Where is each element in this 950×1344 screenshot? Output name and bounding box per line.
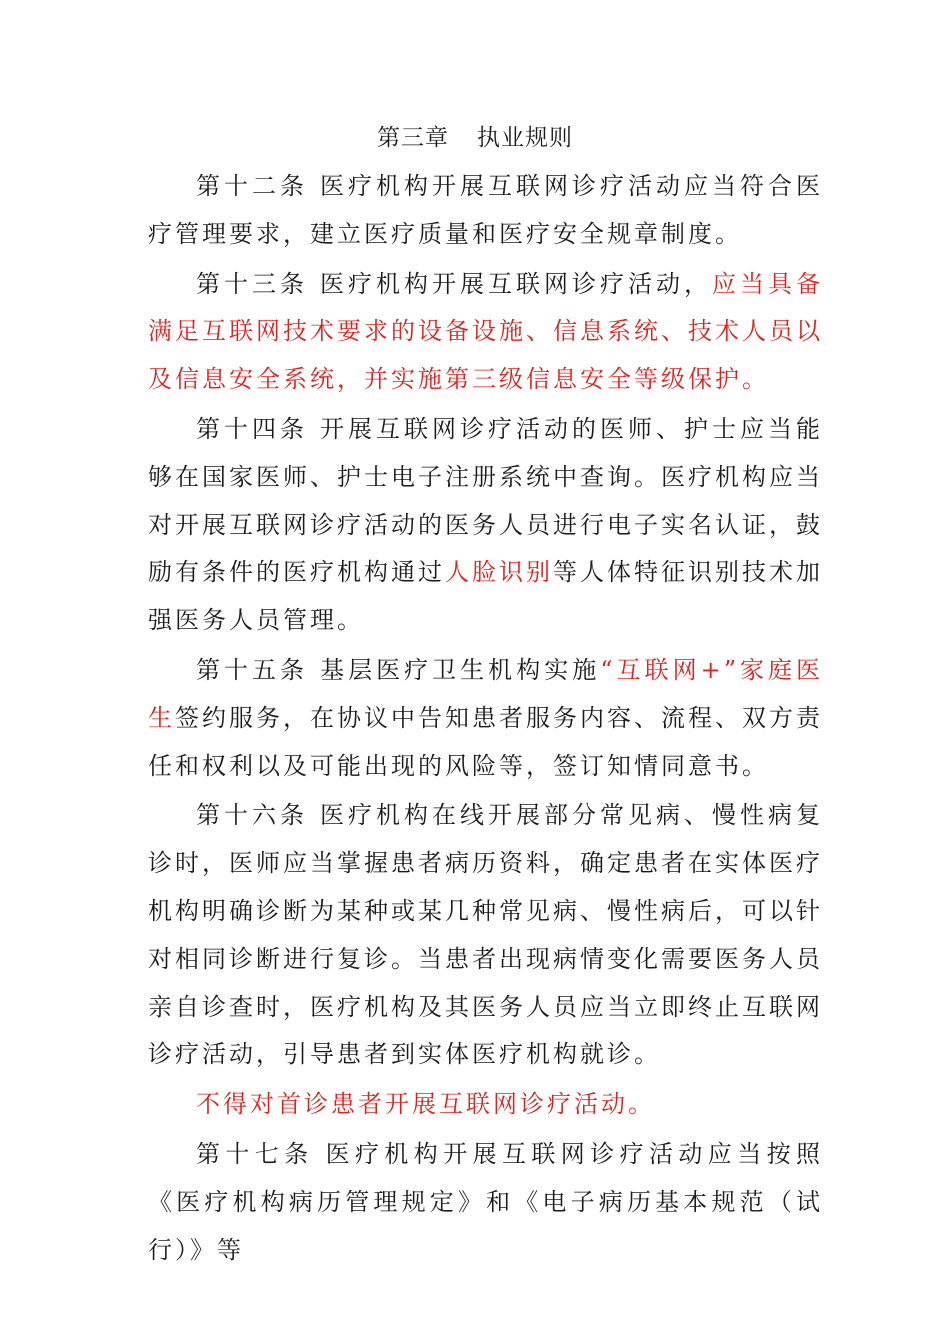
chapter-name: 执业规则: [477, 125, 573, 151]
article-text: 医疗机构在线开展部分常见病、慢性病复诊时，医师应当掌握患者病历资料，确定患者在实体医疗机构明确诊断为某种或某几种常见病、慢性病后，可以针对相同诊断进行复诊。当患者出现病情变化需要医务人员亲自诊查时，医疗机构及其医务人员应当立即终止互联网诊疗活动，引导患者到实体医疗机构就诊。: [148, 801, 823, 1069]
article-17: [148, 1131, 823, 1274]
highlighted-text: “互联网+”家庭医生: [148, 655, 824, 732]
article-number: 第十七条: [196, 1139, 314, 1168]
article-text: 医疗机构开展互联网诊疗活动应当按照《医疗机构病历管理规定》和《电子病历基本规范（试行）》等: [148, 1139, 824, 1264]
article-number: 第十五条: [196, 655, 309, 684]
highlighted-text: 应当具备满足互联网技术要求的设备设施、信息系统、技术人员以及信息安全系统，并实施第三级信息安全等级保护。: [148, 269, 823, 394]
article-16-note: [148, 1081, 823, 1129]
article-text: 医疗机构开展互联网诊疗活动应当符合医疗管理要求，建立医疗质量和医疗安全规章制度。: [148, 172, 823, 248]
article-13: [148, 261, 823, 404]
article-16: [148, 792, 823, 1079]
article-text-continued: 等人体特征识别技术加强医务人员管理。: [148, 558, 823, 635]
chapter-number: 第三章: [377, 125, 449, 151]
chapter-title: [0, 118, 950, 158]
highlighted-text: 不得对首诊患者开展互联网诊疗活动。: [196, 1090, 655, 1119]
article-text: 基层医疗卫生机构实施: [320, 655, 601, 684]
document-body: [148, 163, 823, 1276]
article-number: 第十二条: [196, 172, 308, 200]
article-number: 第十六条: [196, 801, 308, 830]
article-text: 医疗机构开展互联网诊疗活动，: [320, 269, 712, 298]
article-text: 开展互联网诊疗活动的医师、护士应当能够在国家医师、护士电子注册系统中查询。医疗机构应当对开展互联网诊疗活动的医务人员进行电子实名认证，鼓励有条件的医疗机构通过: [148, 414, 823, 587]
article-text-continued: 签约服务，在协议中告知患者服务内容、流程、双方责任和权利以及可能出现的风险等，签订知情同意书。: [148, 703, 823, 780]
article-12: [148, 163, 823, 259]
article-15: [148, 647, 823, 790]
article-number: 第十三条: [196, 269, 308, 298]
article-number: 第十四条: [196, 414, 308, 443]
highlighted-text: 人脸识别: [445, 558, 553, 587]
article-14: [148, 406, 823, 645]
